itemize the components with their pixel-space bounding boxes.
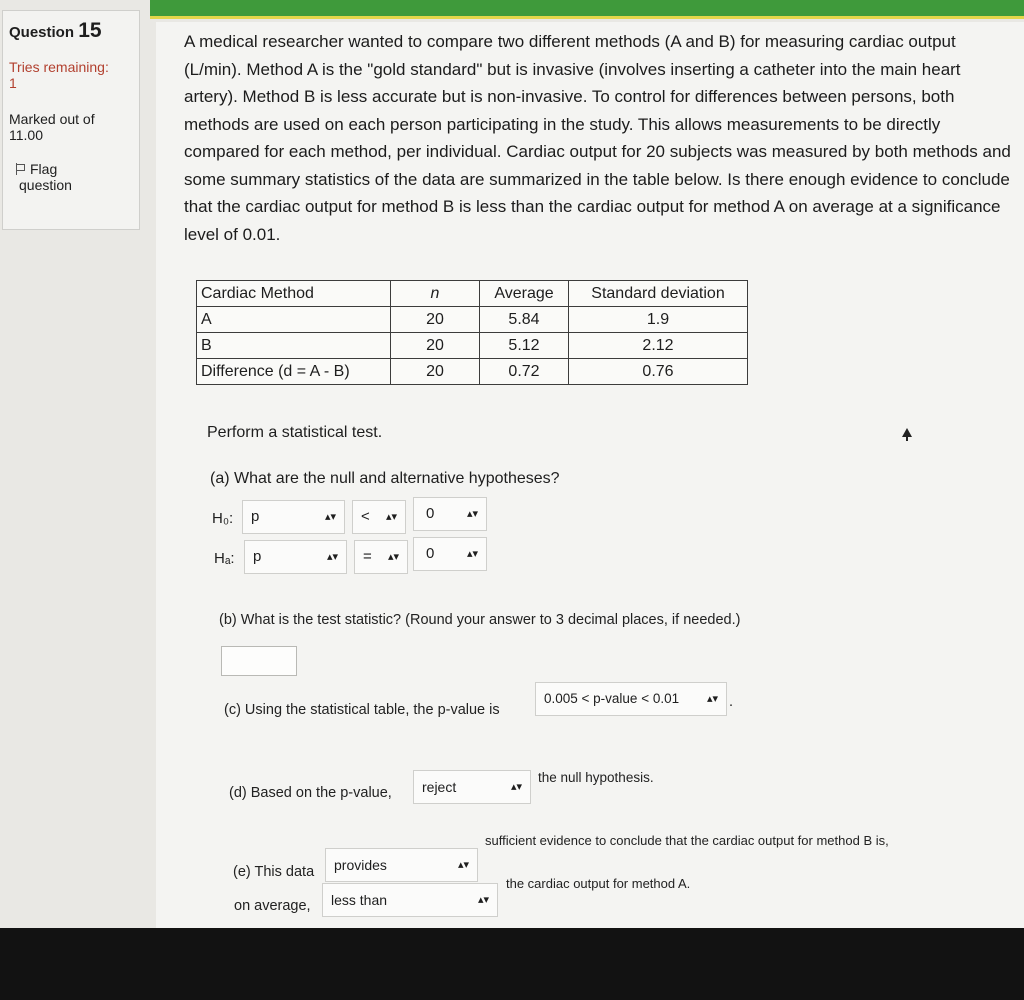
part-d-suffix: the null hypothesis. (538, 770, 654, 785)
test-statistic-input[interactable] (221, 646, 297, 676)
evidence-select[interactable] (325, 848, 478, 882)
table-header-cell: n (391, 281, 480, 307)
table-cell: 0.76 (569, 359, 748, 385)
ha-value: 0 (426, 545, 435, 562)
select-arrows-icon: ▴▾ (387, 551, 399, 563)
select-arrows-icon: ▴▾ (466, 508, 478, 520)
table-row (197, 333, 748, 359)
evidence-selected: provides (334, 857, 387, 873)
summary-stats-table (196, 280, 748, 385)
ha-operator-select[interactable] (354, 540, 408, 574)
flag-label: Flag (30, 161, 58, 177)
ha-label: Hₐ: (214, 550, 235, 567)
part-b-question: (b) What is the test statistic? (Round your answer to 3 decimal places, if needed.) (219, 612, 741, 628)
marked-out-of-label: Marked out of (9, 111, 95, 127)
select-arrows-icon: ▴▾ (324, 511, 336, 523)
perform-test-instruction: Perform a statistical test. (207, 424, 383, 441)
select-arrows-icon: ▴▾ (385, 511, 397, 523)
header-green-bar (150, 0, 1024, 16)
part-a-question: (a) What are the null and alternative hypotheses? (210, 470, 560, 487)
select-arrows-icon: ▴▾ (466, 548, 478, 560)
select-arrows-icon: ▴▾ (510, 781, 522, 793)
table-header-cell: Standard deviation (569, 281, 748, 307)
table-cell: A (197, 307, 391, 333)
reject-decision-select[interactable] (413, 770, 531, 804)
h0-label: H₀: (212, 510, 234, 527)
flag-icon (15, 163, 26, 175)
part-e-prefix: (e) This data (233, 864, 315, 880)
question-number: 15 (78, 19, 102, 42)
flag-label-2: question (19, 177, 72, 193)
table-cell: 20 (391, 359, 480, 385)
h0-operator-select[interactable] (352, 500, 406, 534)
table-cell: 20 (391, 333, 480, 359)
table-cell: Difference (d = A - B) (197, 359, 391, 385)
table-row (197, 359, 748, 385)
part-e-middle: sufficient evidence to conclude that the cardiac output for method B is, (485, 833, 889, 848)
select-arrows-icon: ▴▾ (706, 693, 718, 705)
ha-parameter-value: p (253, 548, 262, 565)
comparison-select[interactable] (322, 883, 498, 917)
top-bar (0, 0, 1024, 22)
tries-remaining-label: Tries remaining: (9, 59, 109, 75)
table-cell: 0.72 (480, 359, 569, 385)
tries-remaining-value: 1 (9, 75, 17, 91)
question-prompt: A medical researcher wanted to compare two different methods (A and B) for measuring cardiac output (L/min). Method A is the "gold standard" but is invasive (involves inserting a catheter into the main heart artery). Method B is less accurate but is non-invasive. To control for differences between persons, both methods are used on each person participating in the study. This allows measurements to be directly compared for each method, per individual. Cardiac output for 20 subjects was measured by both methods and some summary statistics of the data are summarized in the table below. Is there enough evidence to conclude that the cardiac output for method B is less than the cardiac output for method A on average at a significance level of 0.01. (184, 32, 1011, 244)
table-header-cell: Average (480, 281, 569, 307)
table-cell: 20 (391, 307, 480, 333)
p-value-selected: 0.005 < p-value < 0.01 (544, 691, 680, 706)
header-yellow-line (150, 16, 1024, 19)
table-cell: 5.12 (480, 333, 569, 359)
p-value-select[interactable] (535, 682, 727, 716)
question-info-panel (2, 10, 140, 230)
question-title (9, 19, 133, 43)
select-arrows-icon: ▴▾ (477, 894, 489, 906)
table-row (197, 307, 748, 333)
reject-decision-selected: reject (422, 779, 457, 795)
part-e-prefix-2: on average, (234, 898, 311, 914)
comparison-selected: less than (331, 892, 388, 908)
part-c-suffix: . (729, 694, 734, 710)
part-e-suffix: the cardiac output for method A. (506, 876, 691, 891)
marked-out-of-value: 11.00 (9, 127, 43, 143)
flag-question-button[interactable] (9, 161, 133, 177)
screen-bezel (0, 928, 1024, 1000)
h0-parameter-select[interactable] (242, 500, 345, 534)
part-d-prefix: (d) Based on the p-value, (229, 785, 392, 801)
mouse-pointer-icon (902, 428, 912, 437)
h0-parameter-value: p (251, 508, 260, 525)
table-cell: 5.84 (480, 307, 569, 333)
h0-value: 0 (426, 505, 435, 522)
part-c-prefix: (c) Using the statistical table, the p-value is (224, 702, 500, 718)
table-cell: 1.9 (569, 307, 748, 333)
ha-operator-value: = (363, 548, 372, 565)
h0-operator-value: < (361, 508, 370, 525)
question-label: Question (9, 24, 75, 41)
ha-parameter-select[interactable] (244, 540, 347, 574)
h0-value-select[interactable] (413, 497, 487, 531)
select-arrows-icon: ▴▾ (326, 551, 338, 563)
table-cell: 2.12 (569, 333, 748, 359)
table-header-row (197, 281, 748, 307)
select-arrows-icon: ▴▾ (457, 859, 469, 871)
table-header-cell: Cardiac Method (197, 281, 391, 307)
table-cell: B (197, 333, 391, 359)
ha-value-select[interactable] (413, 537, 487, 571)
